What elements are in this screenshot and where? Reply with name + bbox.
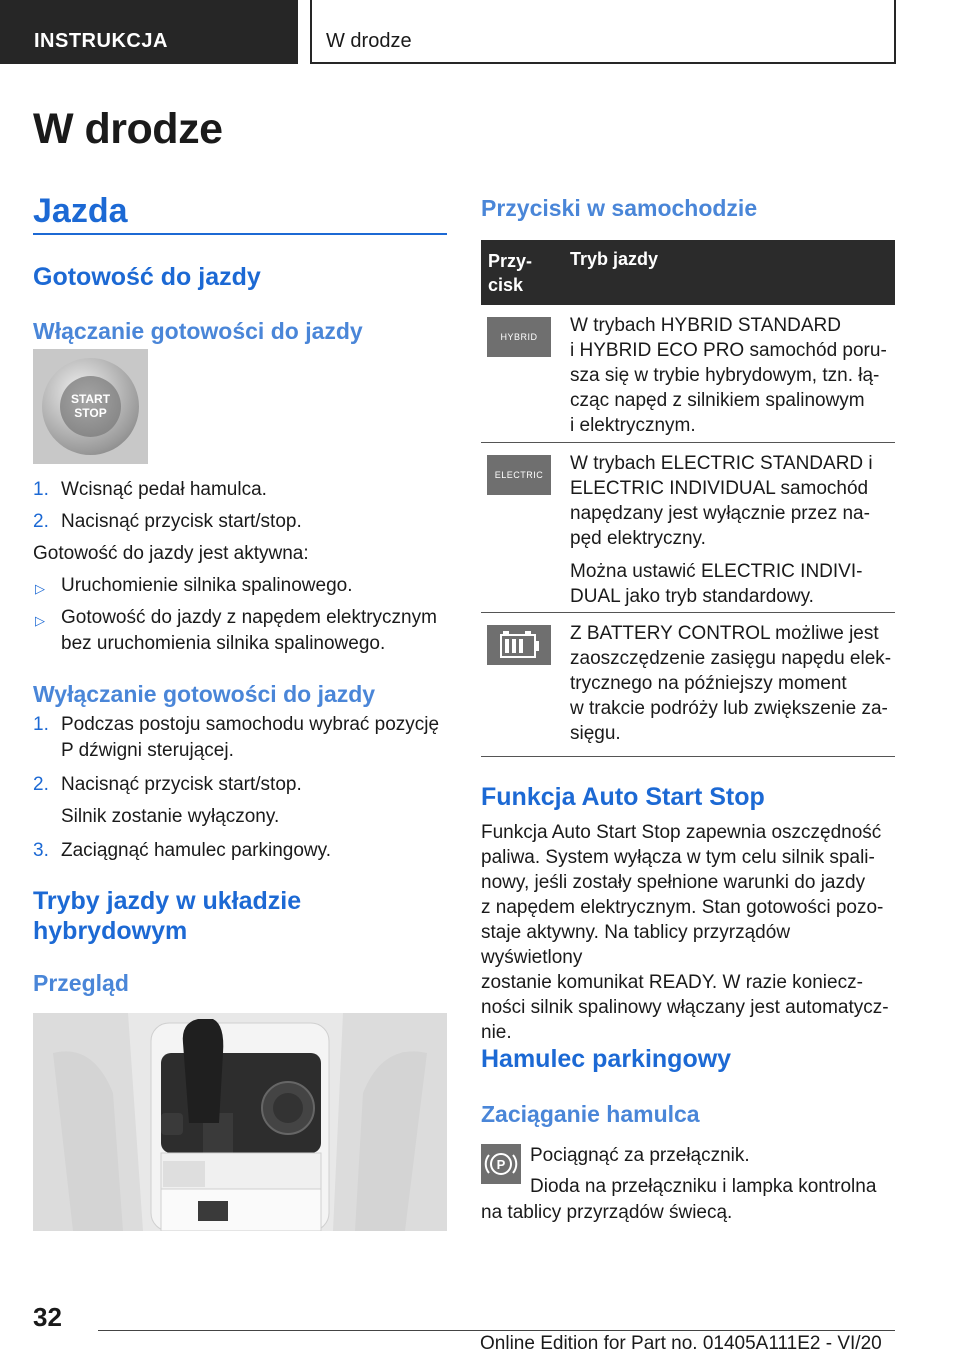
cell-line: napędzany jest wyłącznie przez na- [570, 503, 870, 524]
heading-autostart: Funkcja Auto Start Stop [481, 783, 765, 811]
footer-rule [98, 1330, 895, 1331]
autostart-paragraph [481, 820, 895, 1045]
bullet-text: Gotowość do jazdy z napędem elektrycznym [61, 607, 437, 628]
column-header-button [488, 249, 532, 297]
battery-icon [487, 625, 551, 665]
paragraph-line: Funkcja Auto Start Stop zapewnia oszczędność [481, 822, 882, 843]
paragraph-line: staje aktywny. Na tablicy przyrządów wyświetlony [481, 922, 791, 968]
bullet-text: bez uruchomienia silnika spalinowego. [61, 633, 386, 654]
cell-line: W trybach HYBRID STANDARD [570, 315, 841, 336]
section-tab: INSTRUKCJA [0, 0, 298, 64]
cell-line: w trakcie podróży lub zwiększenie za- [570, 698, 888, 719]
edition-text: Online Edition for Part no. 01405A111E2 - VI/20 [480, 1333, 882, 1354]
cell-line: cząc napęd z silnikiem spalinowym [570, 390, 865, 411]
paragraph-line: nowy, jeśli zostały spełnione warunki do jazdy [481, 872, 866, 893]
start-label: START [70, 392, 111, 406]
page-number: 32 [33, 1302, 62, 1332]
parking-brake-icon [481, 1144, 521, 1184]
heading-gotowosc: Gotowość do jazdy [33, 263, 261, 291]
cell-line: sięgu. [570, 723, 621, 744]
paragraph-line: ności silnik spalinowy włączany jest automatycz- [481, 997, 889, 1018]
stop-label: STOP [74, 406, 107, 420]
heading-zaciaganie: Zaciąganie hamulca [481, 1101, 700, 1127]
parking-brake-symbol [481, 1144, 521, 1184]
step-text: Wcisnąć pedał hamulca. [61, 479, 267, 500]
cell-spacer [570, 551, 895, 559]
heading-tryby-line2: hybrydowym [33, 917, 188, 945]
chapter-tab: W drodze [310, 0, 896, 64]
triangle-bullet-icon: ▷ [35, 613, 45, 628]
paragraph-line: zostanie komunikat READY. W razie koniecz- [481, 972, 863, 993]
cell-line: W trybach ELECTRIC STANDARD i [570, 453, 873, 474]
steps-on-list [33, 477, 447, 532]
park-instruction: Pociągnąć za przełącznik. [530, 1145, 750, 1166]
cell-line: pęd elektryczny. [570, 528, 706, 549]
step-number: 1. [33, 714, 49, 735]
svg-text:P: P [496, 1157, 506, 1172]
park-led-text-cont: na tablicy przyrządów świecą. [481, 1202, 733, 1223]
step-text: Silnik zostanie wyłączony. [61, 806, 280, 827]
heading-przyciski: Przyciski w samochodzie [481, 195, 758, 221]
table-cell [570, 621, 895, 746]
start-stop-icon [60, 376, 121, 437]
heading-rule [33, 233, 447, 235]
gear-console-image [33, 1013, 447, 1231]
table-row [481, 305, 895, 443]
table-cell [570, 313, 895, 438]
heading-tryby-line1: Tryby jazdy w układzie [33, 887, 302, 915]
step-text: Podczas postoju samochodu wybrać pozycję [61, 714, 440, 735]
console-illustration [33, 1013, 447, 1231]
column-header-button-line2: cisk [488, 275, 524, 295]
start-stop-ring [42, 358, 139, 455]
start-stop-button-image [33, 349, 148, 464]
cell-line: sza się w trybie hybrydowym, tzn. łą- [570, 365, 880, 386]
step-number: 3. [33, 840, 49, 861]
hybrid-button-icon: HYBRID [487, 317, 551, 357]
driving-modes-table [481, 240, 895, 757]
paragraph-line: z napędem elektrycznym. Stan gotowości pozo- [481, 897, 884, 918]
heading-wylaczanie: Wyłączanie gotowości do jazdy [33, 681, 376, 707]
cell-line: Z BATTERY CONTROL możliwe jest [570, 623, 879, 644]
ready-active-text: Gotowość do jazdy jest aktywna: [33, 543, 309, 564]
steps-off-list [33, 712, 447, 862]
cell-line: i elektrycznym. [570, 415, 696, 436]
step-text: P dźwigni sterującej. [61, 740, 234, 761]
cell-line: Można ustawić ELECTRIC INDIVI- [570, 561, 863, 582]
bullets-on-list [33, 573, 447, 663]
step-text: Nacisnąć przycisk start/stop. [61, 511, 302, 532]
page-title: W drodze [33, 105, 223, 153]
cell-line: trycznego na późniejszy moment [570, 673, 847, 694]
battery-control-icon [487, 625, 551, 665]
step-number: 1. [33, 479, 49, 500]
table-header [481, 240, 895, 305]
column-header-button-line1: Przy- [488, 251, 533, 271]
cell-line: ELECTRIC INDIVIDUAL samochód [570, 478, 869, 499]
paragraph-line: paliwa. System wyłącza w tym celu silnik spali- [481, 847, 875, 868]
column-header-mode: Tryb jazdy [570, 249, 659, 269]
paragraph-line: nie. [481, 1022, 512, 1043]
heading-jazda: Jazda [33, 192, 128, 230]
step-number: 2. [33, 774, 49, 795]
bullet-text: Uruchomienie silnika spalinowego. [61, 575, 353, 596]
table-row [481, 443, 895, 613]
step-text: Zaciągnąć hamulec parkingowy. [61, 840, 332, 861]
table-row [481, 613, 895, 757]
heading-wlaczanie: Włączanie gotowości do jazdy [33, 318, 363, 344]
cell-line: zaoszczędzenie zasięgu napędu elek- [570, 648, 892, 669]
heading-tryby [33, 886, 301, 946]
park-led-text: Dioda na przełączniku i lampka kontrolna [530, 1176, 877, 1197]
table-cell [570, 451, 895, 609]
step-number: 2. [33, 511, 49, 532]
heading-przeglad: Przegląd [33, 970, 129, 996]
cell-line: DUAL jako tryb standardowy. [570, 586, 814, 607]
triangle-bullet-icon: ▷ [35, 581, 45, 596]
heading-hamulec: Hamulec parkingowy [481, 1045, 732, 1073]
step-text: Nacisnąć przycisk start/stop. [61, 774, 302, 795]
cell-line: i HYBRID ECO PRO samochód poru- [570, 340, 887, 361]
electric-button-icon: ELECTRIC [487, 455, 551, 495]
